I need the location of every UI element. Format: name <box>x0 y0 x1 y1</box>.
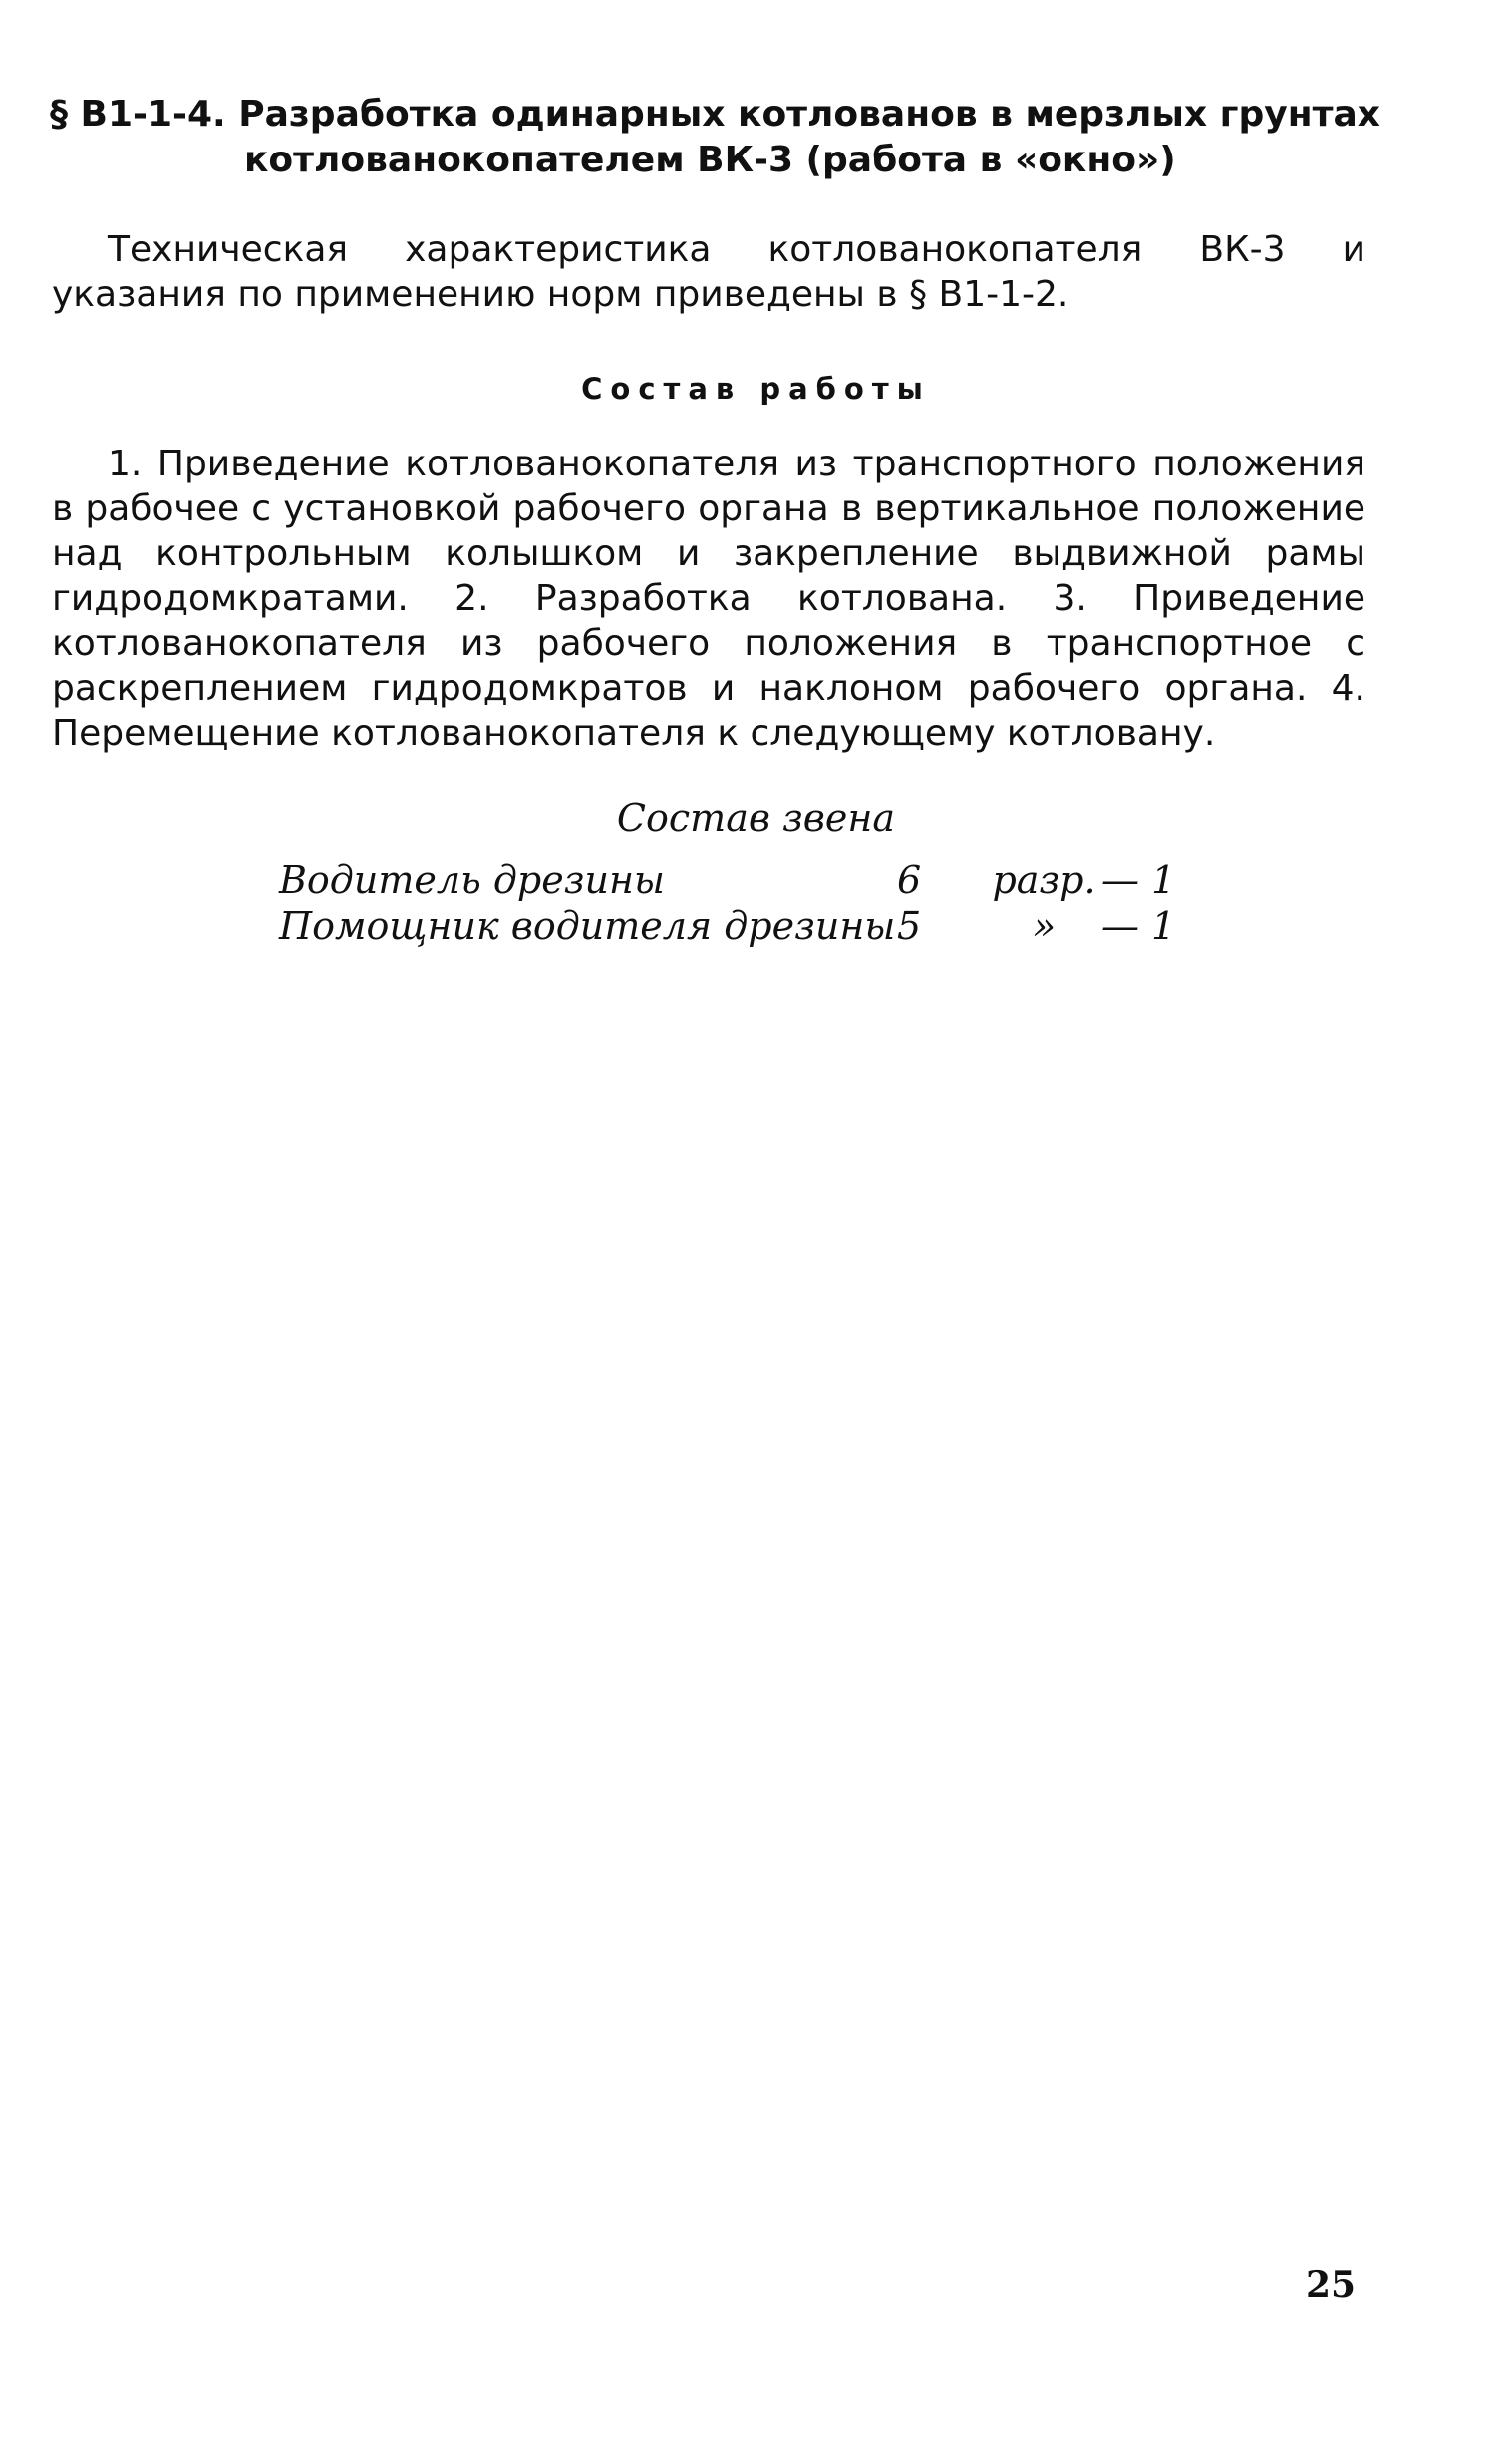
work-composition-title: Состав работы <box>581 372 931 406</box>
section-heading-line-1: § В1-1-4. Разработка одинарных котлованов в мерзлых грунтах <box>50 94 1380 135</box>
crew-row-driver <box>279 857 1175 903</box>
crew-role: Водитель дрезины <box>279 858 665 902</box>
crew-composition-title: Состав звена <box>616 796 896 840</box>
intro-paragraph: Техническая характеристика котлованокопателя ВК-3 и указания по применению норм приведены в § В1-1-2. <box>52 229 1365 315</box>
section-heading-line-2: котлованокопателем ВК-3 (работа в «окно») <box>244 140 1176 180</box>
work-composition-paragraph: 1. Приведение котлованокопателя из транспортного положения в рабочее с установкой рабочего органа в вертикальное положение над контрольным колышком и закрепление выдвижной рамы гидродомкратами. 2. Разработка котлована. 3. Приведение котлованокопателя из рабочего положения в транспортное с раскреплением гидродомкратов и наклоном рабочего органа. 4. Перемещение котлованокопателя к следующему котловану. <box>52 444 1365 754</box>
page-number: 25 <box>1306 2264 1357 2305</box>
crew-role: Помощник водителя дрезины <box>279 904 896 948</box>
crew-row-assistant <box>279 903 1175 949</box>
crew-grade: 5 <box>897 904 922 948</box>
crew-composition-list <box>279 857 1175 949</box>
section-heading <box>50 92 1380 183</box>
crew-grade: 6 <box>897 858 922 902</box>
crew-count: — 1 <box>1101 858 1176 902</box>
crew-grade-unit: » <box>1032 904 1057 948</box>
crew-count: — 1 <box>1101 904 1176 948</box>
crew-grade-unit: разр. <box>992 858 1096 902</box>
